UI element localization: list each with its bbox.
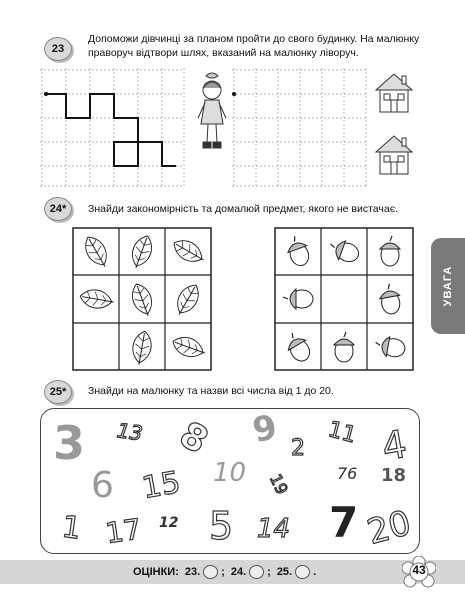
smiley-face-icon <box>203 565 218 579</box>
acorn-icon <box>373 335 406 360</box>
leaves-pattern-grid <box>72 227 212 371</box>
page-number: 43 <box>412 563 426 577</box>
leaf-icon <box>130 330 154 367</box>
task-23-path-grid-left <box>40 68 190 188</box>
task-23-path-grid-right <box>232 68 368 188</box>
number-3: 3 <box>53 416 86 470</box>
task-23-text-line-2: праворуч відтвори шлях, вказаний на малюнку ліворуч. <box>88 47 359 59</box>
section-side-tab <box>431 238 465 334</box>
route-path-line <box>46 94 176 166</box>
grades-label: ОЦІНКИ: <box>133 566 179 578</box>
number-7: 7 <box>329 498 359 547</box>
grade-25-label: 25. <box>276 566 293 578</box>
task-25-text: Знайди на малюнку та назви всі числа від 1 до 20. <box>88 385 334 397</box>
number-15: 15 <box>139 465 184 507</box>
number-4: 4 <box>378 421 411 470</box>
grade-separator-2: ; <box>267 566 271 578</box>
task-23-text <box>88 32 424 60</box>
leaf-icon <box>80 233 113 271</box>
task-24-text: Знайди закономірність та домалюй предмет, якого не вистачає. <box>88 203 399 215</box>
hidden-numbers-box <box>40 408 420 554</box>
acorn-icon <box>334 332 354 362</box>
number-14: 14 <box>257 514 291 544</box>
task-23-number-badge: 23 <box>44 37 72 61</box>
leaf-icon <box>127 233 156 271</box>
number-18: 18 <box>381 465 407 486</box>
number-5: 5 <box>209 504 234 548</box>
leaf-icon <box>128 281 157 319</box>
hidden-numbers-drawing <box>41 409 419 553</box>
number-8: 8 <box>172 414 215 463</box>
side-tab-label: УВАГА <box>442 265 454 307</box>
acorn-icon <box>283 233 312 268</box>
house-icon-top <box>372 68 416 116</box>
number-13: 13 <box>115 418 145 446</box>
number-2: 2 <box>291 436 305 461</box>
number-1: 1 <box>59 509 84 547</box>
task-25-number-badge: 25* <box>44 380 72 404</box>
grade-end-dot: . <box>313 566 317 578</box>
leaf-icon <box>79 287 116 311</box>
number-19: 19 <box>265 470 292 498</box>
grade-24-label: 24. <box>230 566 247 578</box>
grade-23-label: 23. <box>184 566 201 578</box>
acorn-icon <box>378 282 403 315</box>
number-20: 20 <box>363 503 416 553</box>
leaf-icon <box>170 333 208 362</box>
grade-separator-1: ; <box>221 566 225 578</box>
acorn-icon <box>380 236 400 266</box>
number-6: 6 <box>91 465 114 506</box>
number-17: 17 <box>103 512 144 551</box>
leaf-icon <box>171 281 204 319</box>
number-76: 76 <box>337 464 358 483</box>
house-icon-bottom <box>372 130 416 178</box>
number-9: 9 <box>249 409 281 452</box>
leaf-icon <box>170 235 208 268</box>
number-12: 12 <box>159 515 179 531</box>
number-11: 11 <box>325 417 359 449</box>
task-23-text-line-1: Допоможи дівчинці за планом пройти до свого будинку. На малюнку <box>88 33 420 45</box>
acorn-icon <box>326 236 361 265</box>
smiley-face-icon <box>249 565 264 579</box>
task-24-number-badge: 24* <box>44 197 72 221</box>
grades-row <box>133 565 316 579</box>
girl-figure-icon <box>194 70 230 160</box>
acorns-pattern-grid <box>274 227 414 371</box>
number-10: 10 <box>213 458 247 488</box>
acorn-icon <box>283 289 313 309</box>
smiley-face-icon <box>295 565 310 579</box>
acorn-icon <box>282 329 314 365</box>
